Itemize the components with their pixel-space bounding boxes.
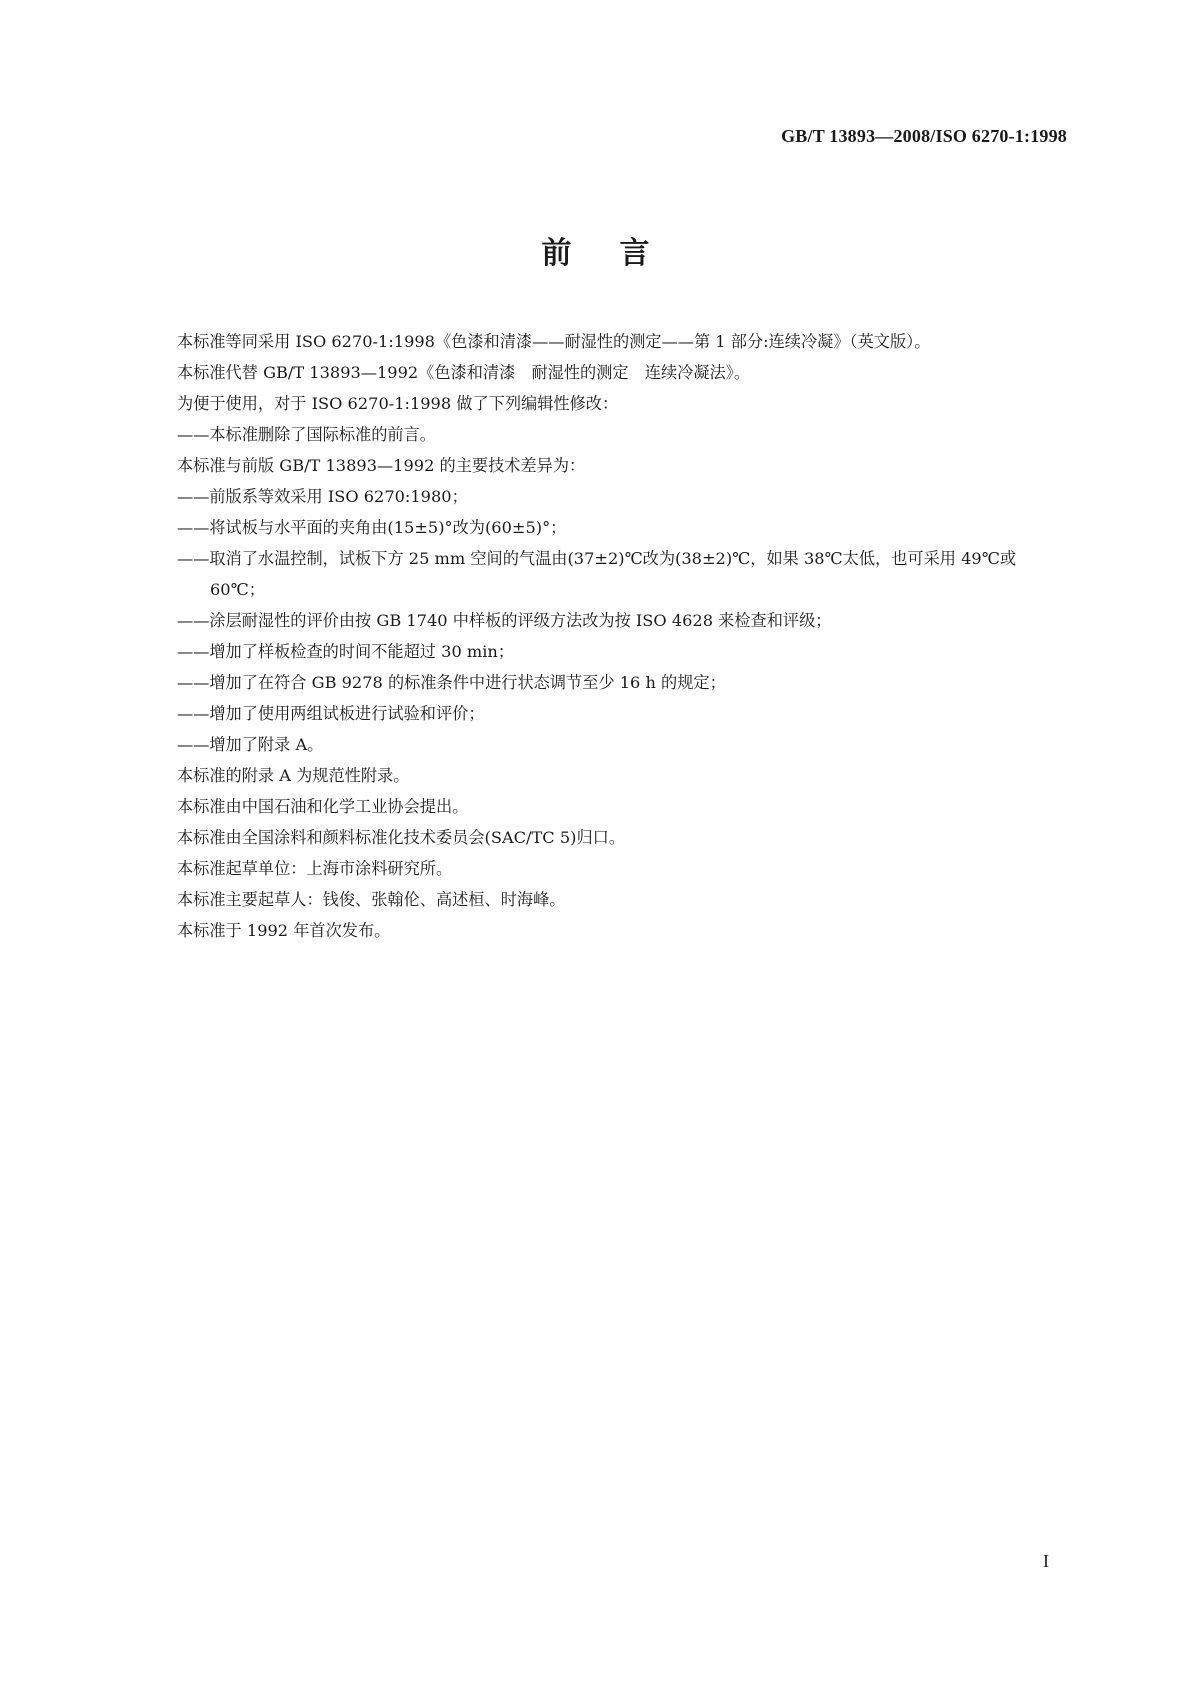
- paragraph: 本标准起草单位：上海市涂料研究所。: [177, 859, 453, 878]
- paragraph: 本标准于 1992 年首次发布。: [177, 921, 391, 940]
- dash-list-item: ——涂层耐湿性的评价由按 GB 1740 中样板的评级方法改为按 ISO 4628 来检查和评级；: [177, 611, 832, 630]
- dash-list-item: ——本标准删除了国际标准的前言。: [177, 425, 436, 444]
- foreword-body: [145, 326, 1065, 946]
- paragraph: 本标准代替 GB/T 13893—1992《色漆和清漆 耐湿性的测定 连续冷凝法》。: [177, 363, 751, 382]
- paragraph: 为便于使用，对于 ISO 6270-1:1998 做了下列编辑性修改：: [177, 394, 619, 413]
- paragraph: 本标准由全国涂料和颜料标准化技术委员会(SAC/TC 5)归口。: [177, 828, 625, 847]
- page-title: 前言: [541, 236, 698, 271]
- dash-list-item: ——增加了在符合 GB 9278 的标准条件中进行状态调节至少 16 h 的规定；: [177, 673, 726, 692]
- paragraph: 本标准等同采用 ISO 6270-1:1998《色漆和清漆——耐湿性的测定——第 1 部分:连续冷凝》（英文版）。: [177, 332, 931, 351]
- paragraph: 本标准与前版 GB/T 13893—1992 的主要技术差异为：: [177, 456, 586, 475]
- dash-list-item: ——增加了使用两组试板进行试验和评价；: [177, 704, 485, 723]
- page-number: I: [1043, 1551, 1049, 1571]
- paragraph: 本标准由中国石油和化学工业协会提出。: [177, 797, 469, 816]
- paragraph: 本标准的附录 A 为规范性附录。: [177, 766, 410, 785]
- dash-list-item: ——取消了水温控制，试板下方 25 mm 空间的气温由(37±2)℃改为(38±2)℃，如果 38℃太低，也可采用 49℃或 60℃；: [177, 549, 1017, 599]
- dash-list-item: ——增加了附录 A。: [177, 735, 324, 754]
- dash-list-item: ——前版系等效采用 ISO 6270:1980；: [177, 487, 468, 506]
- standard-code-header: GB/T 13893—2008/ISO 6270-1:1998: [781, 126, 1067, 146]
- paragraph: 本标准主要起草人：钱俊、张翰伦、高述桓、时海峰。: [177, 890, 566, 909]
- dash-list-item: ——将试板与水平面的夹角由(15±5)°改为(60±5)°；: [177, 518, 567, 537]
- dash-list-item: ——增加了样板检查的时间不能超过 30 min；: [177, 642, 515, 661]
